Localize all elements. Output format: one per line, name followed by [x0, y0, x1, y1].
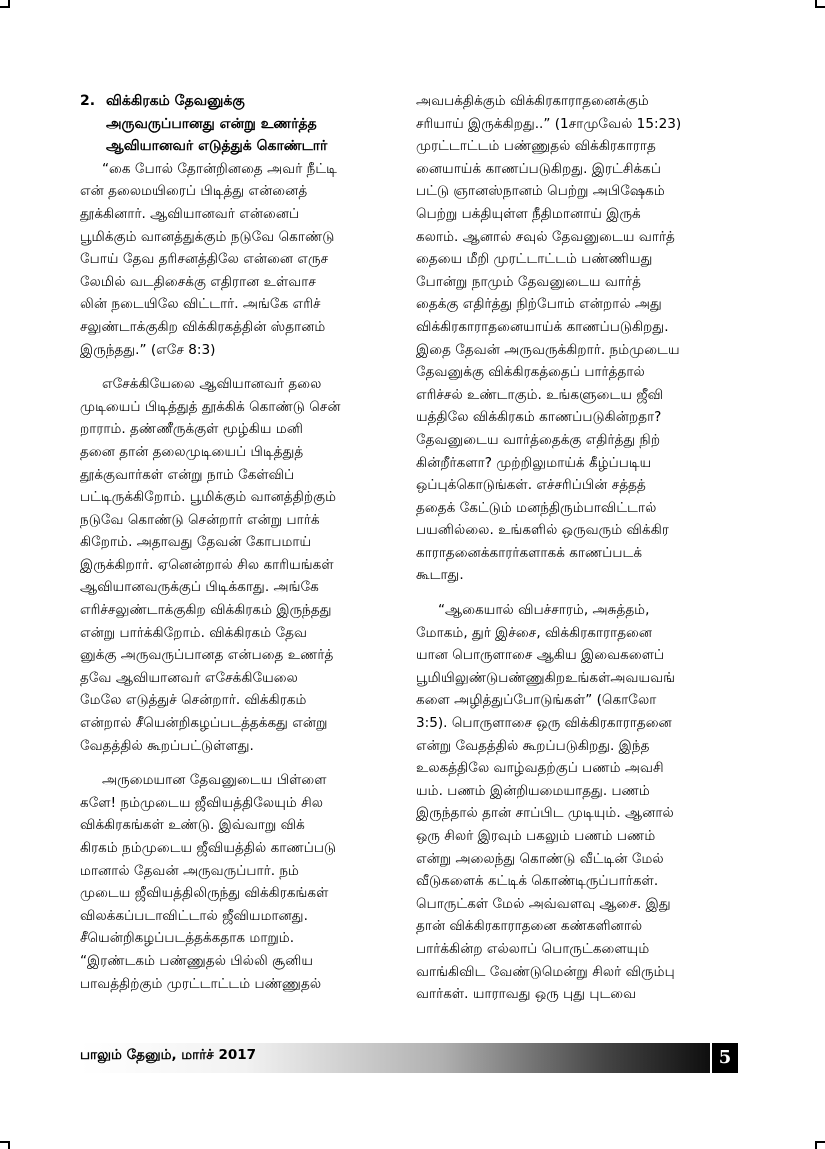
- text-line: விலக்கப்படாவிட்டால் ஜீவியமானது.: [80, 907, 308, 924]
- text-line: னுக்கு அருவருப்பானத என்பதை உணர்த்: [80, 647, 334, 664]
- page-number: 5: [710, 1043, 738, 1073]
- heading-line: அருவருப்பானது என்று உணர்த்த: [106, 115, 317, 132]
- text-line: மோகம், துர் இச்சை, விக்கிரகாராதனை: [416, 624, 653, 641]
- text-line: முரட்டாட்டம் பண்ணுதல் விக்கிரகாராத: [416, 138, 656, 155]
- text-line: சரியாய் இருக்கிறது..” (1சாமுவேல் 15:23): [416, 115, 682, 132]
- right-column: [416, 90, 738, 1018]
- text-line: களை அழித்துப்போடுங்கள்” (கொலோ: [416, 692, 657, 709]
- text-line: வேதத்தில் கூறப்பட்டுள்ளது.: [80, 737, 254, 754]
- text-line: பார்க்கின்ற எல்லாப் பொருட்களையும்: [416, 940, 650, 957]
- text-line: அவபக்திக்கும் விக்கிரகாராதனைக்கும்: [416, 93, 649, 109]
- text-line: முடைய ஜீவியத்திலிருந்து விக்கிரகங்கள்: [80, 885, 329, 902]
- text-line: என் தலைமயிரைப் பிடித்து என்னைத்: [80, 183, 308, 200]
- text-line: பட்டிருக்கிறோம். பூமிக்கும் வானத்திற்கும்: [80, 489, 337, 506]
- text-line: மானால் தேவன் அருவருப்பார். நம்: [80, 862, 300, 879]
- heading-line: ஆவியானவர் எடுத்துக் கொண்டார்: [106, 138, 328, 155]
- text-line: தையை மீறி முரட்டாட்டம் பண்ணியது: [416, 251, 653, 268]
- text-line: தைக்கு எதிர்த்து நிற்போம் என்றால் அது: [416, 296, 662, 313]
- paragraph: [80, 769, 402, 995]
- text-line: தூக்குவார்கள் என்று நாம் கேள்விப்: [80, 466, 295, 483]
- text-line: கூடாது.: [416, 567, 464, 584]
- text-line: னையாய்க் காணப்படுகிறது. இரட்சிக்கப்: [416, 160, 661, 177]
- text-line: களே! நம்முடைய ஜீவியத்திலேயும் சில: [80, 794, 324, 811]
- text-line: தனை தான் தலைமுடியைப் பிடித்துத்: [80, 443, 304, 460]
- paragraph: [80, 373, 402, 757]
- text-line: றாராம். தண்ணீருக்குள் மூழ்கிய மனி: [80, 421, 304, 438]
- text-line: லின் நடையிலே விட்டார். அங்கே எரிச்: [80, 296, 321, 313]
- paragraph: [80, 158, 402, 361]
- text-line: யான பொருளாசை ஆகிய இவைகளைப்: [416, 647, 665, 664]
- section-number: 2.: [80, 93, 96, 109]
- text-line: கிரகம் நம்முடைய ஜீவியத்தில் காணப்படு: [80, 840, 337, 856]
- text-line: போன்று நாமும் தேவனுடைய வார்த்: [416, 273, 641, 290]
- text-line: கின்றீர்களா? முற்றிலுமாய்க் கீழ்ப்படிய: [416, 454, 652, 471]
- magazine-issue: பாலும் தேனும், மார்ச் 2017: [80, 1047, 257, 1063]
- crop-mark-bottom-left: [0, 1141, 10, 1149]
- text-line: என்று அலைந்து கொண்டு வீட்டின் மேல்: [416, 850, 664, 867]
- text-line: ஒப்புக்கொடுங்கள். எச்சரிப்பின் சத்தத்: [416, 477, 646, 494]
- text-line: ததைக் கேட்டும் மனந்திரும்பாவிட்டால்: [416, 499, 657, 516]
- right-body-text: [416, 90, 738, 1006]
- text-line: 3:5). பொருளாசை ஒரு விக்கிரகாராதனை: [416, 715, 672, 732]
- text-line: பாவத்திற்கும் முரட்டாட்டம் பண்ணுதல்: [80, 975, 322, 992]
- text-line: ஆவியானவருக்குப் பிடிக்காது. அங்கே: [80, 579, 319, 596]
- text-line: இருந்தால் தான் சாப்பிட முடியும். ஆனால்: [416, 805, 674, 822]
- text-line: வாங்கிவிட வேண்டுமென்று சிலர் விரும்பு: [416, 963, 675, 980]
- text-line: சலுண்டாக்குகிற விக்கிரகத்தின் ஸ்தானம்: [80, 318, 326, 335]
- text-line: “ஆகையால் விபச்சாரம், அசுத்தம்,: [438, 602, 650, 619]
- text-line: எசேக்கியேலை ஆவியானவர் தலை: [102, 376, 322, 393]
- page-footer: [80, 1043, 738, 1073]
- text-line: சீயென்றிகழப்படத்தக்கதாக மாறும்.: [80, 930, 295, 947]
- text-line: தேவனுக்கு விக்கிரகத்தைப் பார்த்தால்: [416, 364, 645, 381]
- section-heading: [80, 90, 402, 158]
- text-line: “இரண்டகம் பண்ணுதல் பில்லி சூனிய: [80, 952, 314, 969]
- text-line: மேலே எடுத்துச் சென்றார். விக்கிரகம்: [80, 692, 307, 709]
- text-line: “கை போல் தோன்றினதை அவர் நீட்டி: [102, 160, 337, 177]
- text-line: இருக்கிறார். ஏனென்றால் சில காரியங்கள்: [80, 556, 334, 573]
- text-line: எரிச்சலுண்டாக்குகிற விக்கிரகம் இருந்தது: [80, 602, 332, 619]
- text-line: வார்கள். யாராவது ஒரு புது புடவை: [416, 986, 637, 1003]
- text-line: அருமையான தேவனுடைய பிள்ளை: [102, 772, 327, 789]
- crop-mark-bottom-right: [815, 1141, 825, 1149]
- paragraph: [416, 599, 738, 1006]
- text-line: கிறோம். அதாவது தேவன் கோபமாய்: [80, 534, 312, 551]
- text-line: தான் விக்கிரகாராதனை கண்களினால்: [416, 918, 643, 935]
- text-line: பொருட்கள் மேல் அவ்வளவு ஆசை. இது: [416, 895, 671, 912]
- text-line: பட்டு ஞானஸ்நானம் பெற்று அபிஷேகம்: [416, 183, 665, 200]
- text-line: போய் தேவ தரிசனத்திலே என்னை எருச: [80, 251, 329, 268]
- text-line: உலகத்திலே வாழ்வதற்குப் பணம் அவசி: [416, 760, 664, 777]
- text-line: லேமில் வடதிசைக்கு எதிரான உள்வாச: [80, 273, 316, 290]
- text-line: காராதனைக்காரர்களாகக் காணப்படக்: [416, 544, 643, 561]
- text-line: தேவனுடைய வார்த்தைக்கு எதிர்த்து நிற்: [416, 431, 661, 448]
- text-line: கலாம். ஆனால் சவுல் தேவனுடைய வார்த்: [416, 228, 675, 245]
- text-line: என்றால் சீயென்றிகழப்படத்தக்கது என்று: [80, 715, 328, 732]
- text-line: எரிச்சல் உண்டாகும். உங்களுடைய ஜீவி: [416, 386, 664, 403]
- crop-mark-top-left: [0, 0, 10, 8]
- text-line: என்று வேதத்தில் கூறப்படுகிறது. இந்த: [416, 737, 650, 754]
- text-line: தவே ஆவியானவர் எசேக்கியேலை: [80, 669, 298, 686]
- text-line: பூமிக்கும் வானத்துக்கும் நடுவே கொண்டு: [80, 228, 335, 245]
- text-line: விக்கிரகாராதனையாய்க் காணப்படுகிறது.: [416, 318, 669, 335]
- text-line: பயனில்லை. உங்களில் ஒருவரும் விக்கிர: [416, 522, 669, 539]
- text-line: முடியைப் பிடித்துத் தூக்கிக் கொண்டு சென்: [80, 398, 341, 415]
- heading-line: விக்கிரகம் தேவனுக்கு: [106, 93, 245, 109]
- text-line: பூமியிலுண்டுபண்ணுகிறஉங்கள்அவயவங்: [416, 669, 676, 686]
- text-line: ஒரு சிலர் இரவும் பகலும் பணம் பணம்: [416, 828, 656, 844]
- paragraph: [416, 90, 738, 587]
- crop-mark-top-right: [815, 0, 825, 8]
- text-line: என்று பார்க்கிறோம். விக்கிரகம் தேவ: [80, 624, 308, 641]
- text-line: வீடுகளைக் கட்டிக் கொண்டிருப்பார்கள்.: [416, 873, 659, 890]
- left-column: [80, 90, 402, 1007]
- text-line: இதை தேவன் அருவருக்கிறார். நம்முடைய: [416, 341, 680, 358]
- text-line: பெற்று பக்தியுள்ள நீதிமானாய் இருக்: [416, 205, 641, 222]
- text-line: விக்கிரகங்கள் உண்டு. இவ்வாறு விக்: [80, 817, 305, 834]
- text-line: நடுவே கொண்டு சென்றார் என்று பார்க்: [80, 511, 320, 528]
- text-line: யம். பணம் இன்றியமையாதது. பணம்: [416, 782, 650, 799]
- text-line: தூக்கினார். ஆவியானவர் என்னைப்: [80, 205, 300, 222]
- left-body-text: [80, 158, 402, 995]
- text-line: யத்திலே விக்கிரகம் காணப்படுகின்றதா?: [416, 409, 662, 426]
- text-line: இருந்தது.” (எசே 8:3): [80, 341, 216, 358]
